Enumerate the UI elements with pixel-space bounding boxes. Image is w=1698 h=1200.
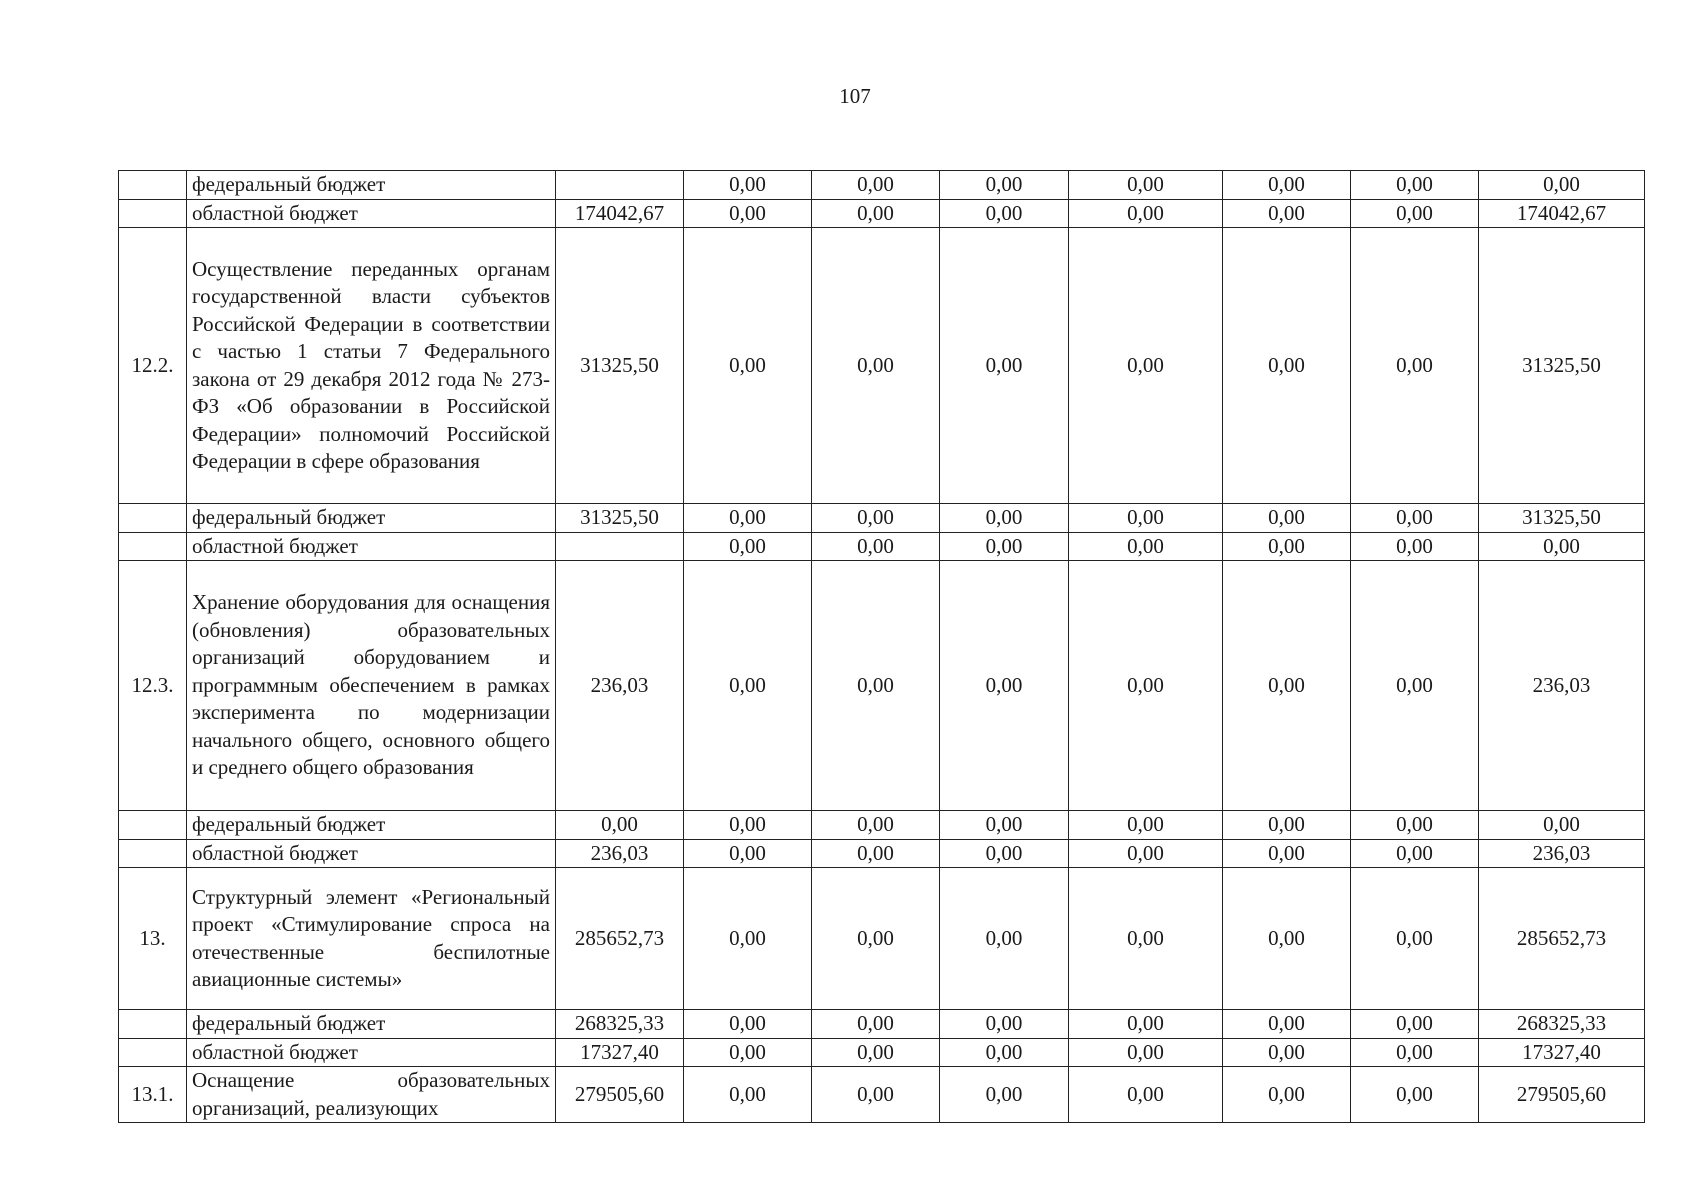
row-number	[119, 811, 187, 840]
value-cell: 174042,67	[556, 199, 684, 228]
value-cell: 279505,60	[556, 1067, 684, 1123]
table-row	[119, 839, 1645, 868]
value-cell: 0,00	[812, 561, 940, 811]
total-value-cell: 236,03	[1479, 839, 1645, 868]
value-cell: 0,00	[940, 228, 1069, 504]
value-cell: 0,00	[812, 1067, 940, 1123]
table-row	[119, 532, 1645, 561]
value-cell: 0,00	[940, 561, 1069, 811]
value-cell: 0,00	[1223, 868, 1351, 1010]
value-cell: 0,00	[1069, 532, 1223, 561]
row-number	[119, 199, 187, 228]
budget-table	[118, 170, 1645, 1123]
value-cell: 0,00	[1069, 504, 1223, 533]
value-cell: 0,00	[1223, 1067, 1351, 1123]
value-cell: 0,00	[684, 1038, 812, 1067]
value-cell: 0,00	[684, 868, 812, 1010]
table-row	[119, 171, 1645, 200]
value-cell: 0,00	[940, 199, 1069, 228]
value-cell: 236,03	[556, 561, 684, 811]
value-cell: 0,00	[812, 228, 940, 504]
total-value-cell: 268325,33	[1479, 1010, 1645, 1039]
row-number: 12.2.	[119, 228, 187, 504]
value-cell: 0,00	[1223, 1038, 1351, 1067]
total-value-cell: 285652,73	[1479, 868, 1645, 1010]
value-cell: 0,00	[1069, 839, 1223, 868]
value-cell: 0,00	[1351, 868, 1479, 1010]
page-number: 107	[839, 84, 871, 108]
value-cell: 0,00	[1351, 839, 1479, 868]
table-row	[119, 561, 1645, 811]
value-cell: 0,00	[684, 504, 812, 533]
row-number	[119, 171, 187, 200]
value-cell: 0,00	[1069, 811, 1223, 840]
value-cell: 0,00	[812, 504, 940, 533]
value-cell: 0,00	[1069, 1010, 1223, 1039]
item-description: Оснащение образовательных организаций, реализующих	[187, 1067, 556, 1123]
row-number	[119, 1010, 187, 1039]
budget-source-label: областной бюджет	[187, 1038, 556, 1067]
value-cell: 0,00	[1223, 811, 1351, 840]
value-cell: 0,00	[1351, 561, 1479, 811]
budget-source-label: федеральный бюджет	[187, 504, 556, 533]
total-value-cell: 31325,50	[1479, 228, 1645, 504]
value-cell: 0,00	[1223, 171, 1351, 200]
value-cell: 0,00	[684, 811, 812, 840]
value-cell: 0,00	[1223, 228, 1351, 504]
total-value-cell: 17327,40	[1479, 1038, 1645, 1067]
value-cell: 268325,33	[556, 1010, 684, 1039]
value-cell: 285652,73	[556, 868, 684, 1010]
value-cell: 0,00	[940, 171, 1069, 200]
value-cell: 0,00	[684, 1010, 812, 1039]
value-cell: 0,00	[1351, 1010, 1479, 1039]
row-number: 13.	[119, 868, 187, 1010]
table-row	[119, 199, 1645, 228]
value-cell: 0,00	[812, 199, 940, 228]
value-cell: 0,00	[940, 868, 1069, 1010]
value-cell: 0,00	[812, 811, 940, 840]
row-number	[119, 1038, 187, 1067]
value-cell: 0,00	[684, 561, 812, 811]
value-cell: 0,00	[684, 839, 812, 868]
table-row	[119, 228, 1645, 504]
value-cell: 0,00	[812, 171, 940, 200]
value-cell: 0,00	[1351, 1038, 1479, 1067]
value-cell: 0,00	[940, 532, 1069, 561]
value-cell: 0,00	[812, 532, 940, 561]
value-cell: 0,00	[1223, 504, 1351, 533]
total-value-cell: 0,00	[1479, 811, 1645, 840]
value-cell: 0,00	[1069, 199, 1223, 228]
value-cell: 0,00	[812, 839, 940, 868]
value-cell: 0,00	[940, 839, 1069, 868]
value-cell: 0,00	[556, 811, 684, 840]
value-cell: 31325,50	[556, 228, 684, 504]
item-description: Осуществление переданных органам государственной власти субъектов Российской Федерации в соответствии с частью 1 статьи 7 Федерального закона от 29 декабря 2012 года № 273-ФЗ «Об образовании в Российской Федерации» полномочий Российской Федерации в сфере образования	[187, 228, 556, 504]
row-number	[119, 504, 187, 533]
value-cell: 0,00	[940, 1038, 1069, 1067]
budget-source-label: областной бюджет	[187, 199, 556, 228]
value-cell: 0,00	[1351, 199, 1479, 228]
value-cell: 0,00	[940, 811, 1069, 840]
budget-source-label: федеральный бюджет	[187, 171, 556, 200]
value-cell: 0,00	[1069, 1038, 1223, 1067]
value-cell: 0,00	[1223, 1010, 1351, 1039]
table-body	[119, 171, 1645, 1123]
row-number	[119, 839, 187, 868]
value-cell: 0,00	[684, 199, 812, 228]
total-value-cell: 0,00	[1479, 171, 1645, 200]
budget-source-label: федеральный бюджет	[187, 1010, 556, 1039]
value-cell: 0,00	[940, 1010, 1069, 1039]
item-description: Структурный элемент «Региональный проект «Стимулирование спроса на отечественные беспилотные авиационные системы»	[187, 868, 556, 1010]
value-cell: 0,00	[684, 171, 812, 200]
value-cell: 0,00	[1069, 561, 1223, 811]
value-cell: 0,00	[940, 1067, 1069, 1123]
row-number	[119, 532, 187, 561]
row-number: 12.3.	[119, 561, 187, 811]
budget-source-label: областной бюджет	[187, 532, 556, 561]
value-cell: 0,00	[812, 1010, 940, 1039]
value-cell: 236,03	[556, 839, 684, 868]
budget-source-label: областной бюджет	[187, 839, 556, 868]
total-value-cell: 279505,60	[1479, 1067, 1645, 1123]
item-description: Хранение оборудования для оснащения (обновления) образовательных организаций оборудованием и программным обеспечением в рамках эксперимента по модернизации начального общего, основного общего и среднего общего образования	[187, 561, 556, 811]
value-cell	[556, 171, 684, 200]
value-cell: 31325,50	[556, 504, 684, 533]
value-cell: 0,00	[1351, 504, 1479, 533]
value-cell: 0,00	[940, 504, 1069, 533]
value-cell: 0,00	[1351, 171, 1479, 200]
value-cell: 0,00	[1069, 1067, 1223, 1123]
budget-source-label: федеральный бюджет	[187, 811, 556, 840]
value-cell: 17327,40	[556, 1038, 684, 1067]
value-cell: 0,00	[1223, 839, 1351, 868]
value-cell	[556, 532, 684, 561]
value-cell: 0,00	[1351, 228, 1479, 504]
table-row	[119, 1067, 1645, 1123]
total-value-cell: 236,03	[1479, 561, 1645, 811]
value-cell: 0,00	[1351, 1067, 1479, 1123]
value-cell: 0,00	[1223, 561, 1351, 811]
row-number: 13.1.	[119, 1067, 187, 1123]
value-cell: 0,00	[1069, 171, 1223, 200]
value-cell: 0,00	[812, 868, 940, 1010]
table-row	[119, 504, 1645, 533]
value-cell: 0,00	[684, 1067, 812, 1123]
value-cell: 0,00	[1351, 532, 1479, 561]
table-row	[119, 868, 1645, 1010]
value-cell: 0,00	[684, 532, 812, 561]
value-cell: 0,00	[1351, 811, 1479, 840]
table-row	[119, 1010, 1645, 1039]
value-cell: 0,00	[684, 228, 812, 504]
total-value-cell: 0,00	[1479, 532, 1645, 561]
total-value-cell: 31325,50	[1479, 504, 1645, 533]
table-row	[119, 811, 1645, 840]
table-row	[119, 1038, 1645, 1067]
value-cell: 0,00	[1069, 228, 1223, 504]
value-cell: 0,00	[1223, 199, 1351, 228]
value-cell: 0,00	[812, 1038, 940, 1067]
total-value-cell: 174042,67	[1479, 199, 1645, 228]
value-cell: 0,00	[1223, 532, 1351, 561]
value-cell: 0,00	[1069, 868, 1223, 1010]
